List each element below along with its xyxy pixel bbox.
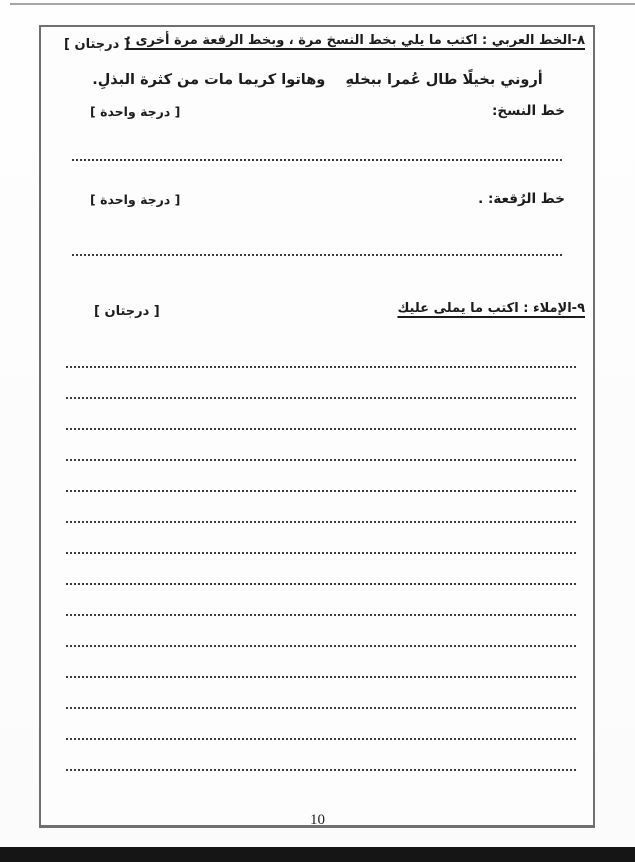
dictation-answer-line <box>66 428 578 430</box>
dictation-answer-line <box>66 397 578 399</box>
dictation-answer-line <box>66 490 578 492</box>
page-number: 10 <box>310 812 325 828</box>
section8-marks-badge: [ درجتان ] <box>64 37 130 52</box>
ruqaa-answer-line <box>72 254 564 256</box>
dictation-answer-line <box>66 614 578 616</box>
scan-bottom-bar <box>0 847 635 862</box>
dictation-lines <box>66 366 578 771</box>
dictation-answer-line <box>66 583 578 585</box>
dictation-answer-line <box>66 676 578 678</box>
naskh-script-label: خط النسخ: <box>492 103 565 119</box>
dictation-answer-line <box>66 366 578 368</box>
dictation-answer-line <box>66 459 578 461</box>
ruqaa-script-label: خط الرُقعة: . <box>478 191 565 207</box>
section8-title: ٨-الخط العربي : اكتب ما يلي بخط النسخ مرة ، وبخط الرقعة مرة أخرى : <box>125 33 585 48</box>
ruqaa-marks-badge: [ درجة واحدة ] <box>90 192 181 207</box>
section9-title: ٩-الإملاء : اكتب ما يملى عليك <box>397 301 585 316</box>
section9-marks-badge: [ درجتان ] <box>94 304 160 319</box>
naskh-answer-line <box>72 159 564 161</box>
top-scan-rule <box>10 3 635 5</box>
dictation-answer-line <box>66 707 578 709</box>
dictation-answer-line <box>66 521 578 523</box>
naskh-marks-badge: [ درجة واحدة ] <box>90 104 181 119</box>
dictation-answer-line <box>66 769 578 771</box>
dictation-answer-line <box>66 738 578 740</box>
poetry-verse: أروني بخيلًا طال عُمرا ببخلهِ وهاتوا كريما مات من كثرة البذلِ. <box>92 72 543 88</box>
dictation-answer-line <box>66 645 578 647</box>
dictation-answer-line <box>66 552 578 554</box>
